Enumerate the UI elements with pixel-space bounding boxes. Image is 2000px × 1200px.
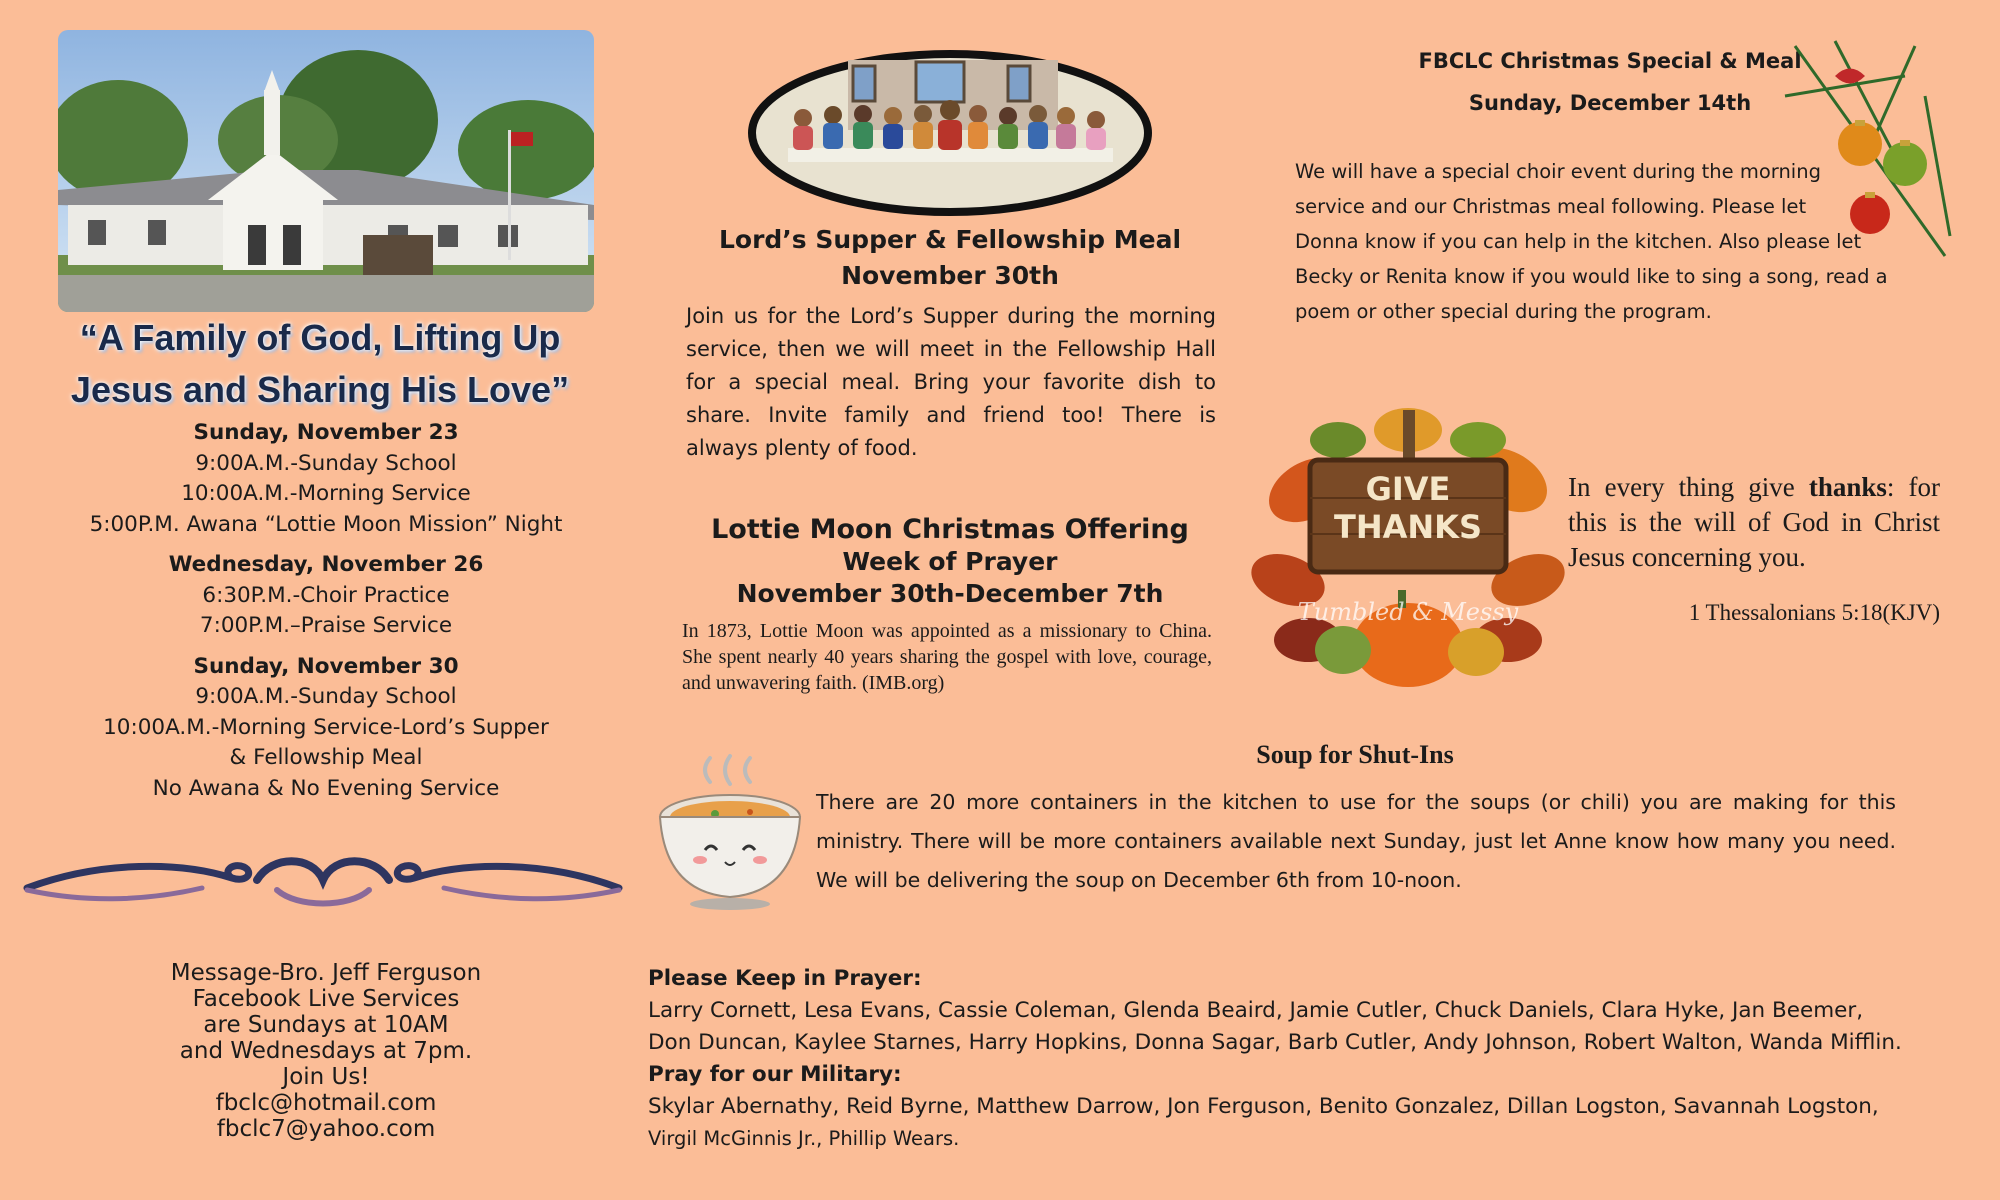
christmas-ornament-icon xyxy=(1775,36,1955,266)
tagline-line-2: Jesus and Sharing His Love” xyxy=(70,369,570,410)
christmas-text-line: Becky or Renita know if you would like to sing a song, read a xyxy=(1295,265,1888,288)
christmas-text-line: We will have a special choir event during the morning xyxy=(1295,160,1821,183)
military-names: Skylar Abernathy, Reid Byrne, Matthew Darrow, Jon Ferguson, Benito Gonzalez, Dillan Logston, Savannah Logston, xyxy=(648,1094,1879,1119)
christmas-special-title: FBCLC Christmas Special & Meal xyxy=(1418,49,1802,73)
give-thanks-sign-line-1: GIVE xyxy=(1365,470,1451,508)
verse-text: : for this is the will of God in Christ Jesus concerning you. xyxy=(1568,472,1940,572)
schedule-item: 7:00P.M.–Praise Service xyxy=(199,613,453,638)
schedule-item: No Awana & No Evening Service xyxy=(152,775,500,801)
message-line: Message-Bro. Jeff Ferguson xyxy=(170,960,482,986)
email-link[interactable]: fbclc@hotmail.com xyxy=(215,1090,437,1116)
christmas-special-heading xyxy=(1410,40,1810,124)
last-supper-image xyxy=(748,50,1153,216)
tagline-line-1: “A Family of God, Lifting Up xyxy=(79,317,561,358)
verse-emphasis: thanks xyxy=(1808,472,1887,502)
facebook-live-line: Facebook Live Services xyxy=(192,986,460,1012)
soup-heading: Soup for Shut-Ins xyxy=(1256,740,1454,769)
lottie-moon-title: Lottie Moon Christmas Offering xyxy=(711,514,1189,545)
lottie-moon-text: In 1873, Lottie Moon was appointed as a missionary to China. She spent nearly 40 years sharing the gospel with love, courage, and unwavering faith. (IMB.org) xyxy=(682,620,1212,694)
schedule-day-heading: Wednesday, November 26 xyxy=(168,552,484,577)
schedule-item: 9:00A.M.-Sunday School xyxy=(195,684,457,709)
lottie-moon-heading xyxy=(670,514,1230,610)
give-thanks-script: Tumbled & Messy xyxy=(1297,598,1519,626)
schedule-day-heading: Sunday, November 23 xyxy=(193,420,459,445)
scripture-verse xyxy=(1568,470,1940,575)
schedule-item: & Fellowship Meal xyxy=(229,745,423,770)
give-thanks-sign-line-2: THANKS xyxy=(1334,508,1482,546)
prayer-names: Larry Cornett, Lesa Evans, Cassie Coleman, Glenda Beaird, Jamie Cutler, Chuck Daniels, Clara Hyke, Jan Beemer, xyxy=(648,998,1864,1023)
give-thanks-image xyxy=(1248,400,1568,695)
verse-text: In every thing give xyxy=(1568,472,1809,502)
join-us-line: Join Us! xyxy=(282,1064,370,1090)
flourish-divider xyxy=(22,850,624,910)
military-names: Virgil McGinnis Jr., Phillip Wears. xyxy=(648,1127,960,1150)
christmas-special-date: Sunday, December 14th xyxy=(1468,91,1752,115)
soup-text: There are 20 more containers in the kitchen to use for the soups (or chili) you are making for this ministry. There will be more containers available next Sunday, just let Anne know how many you need. We will be delivering the soup on December 6th from 10-noon. xyxy=(816,790,1896,892)
scripture-reference: 1 Thessalonians 5:18(KJV) xyxy=(1688,600,1940,625)
church-photo xyxy=(58,30,594,312)
christmas-text-line: poem or other special during the program. xyxy=(1295,300,1712,323)
schedule-item: 10:00A.M.-Morning Service xyxy=(181,481,471,506)
lottie-moon-dates: November 30th-December 7th xyxy=(736,579,1164,608)
schedule-item: 10:00A.M.-Morning Service-Lord’s Supper xyxy=(103,714,549,740)
email-link[interactable]: fbclc7@yahoo.com xyxy=(216,1116,436,1142)
contact-info xyxy=(40,960,612,1142)
lords-supper-heading xyxy=(680,222,1220,294)
christmas-text-line: Donna know if you can help in the kitchen. Also please let xyxy=(1295,230,1862,253)
week-of-prayer-title: Week of Prayer xyxy=(842,547,1058,576)
military-heading: Pray for our Military: xyxy=(648,1062,902,1087)
service-schedule xyxy=(40,418,612,804)
soup-bowl-icon xyxy=(655,752,805,912)
church-tagline xyxy=(40,312,600,416)
service-times-line: and Wednesdays at 7pm. xyxy=(179,1038,473,1064)
lords-supper-text: Join us for the Lord’s Supper during the morning service, then we will meet in the Fellowship Hall for a special meal. Bring your favorite dish to share. Invite family and friend too! There is always plenty of food. xyxy=(686,304,1216,460)
schedule-item: 5:00P.M. Awana “Lottie Moon Mission” Night xyxy=(89,511,563,537)
schedule-item: 6:30P.M.-Choir Practice xyxy=(202,582,450,608)
service-times-line: are Sundays at 10AM xyxy=(203,1012,449,1038)
christmas-text-line: service and our Christmas meal following. Please let xyxy=(1295,195,1807,218)
schedule-item: 9:00A.M.-Sunday School xyxy=(195,450,457,476)
lords-supper-date: November 30th xyxy=(841,261,1059,290)
lords-supper-title: Lord’s Supper & Fellowship Meal xyxy=(718,225,1182,254)
schedule-day-heading: Sunday, November 30 xyxy=(193,653,459,679)
prayer-heading: Please Keep in Prayer: xyxy=(648,966,922,991)
prayer-names: Don Duncan, Kaylee Starnes, Harry Hopkins, Donna Sagar, Barb Cutler, Andy Johnson, Robert Walton, Wanda Mifflin. xyxy=(648,1030,1902,1055)
prayer-list xyxy=(648,963,1978,1155)
